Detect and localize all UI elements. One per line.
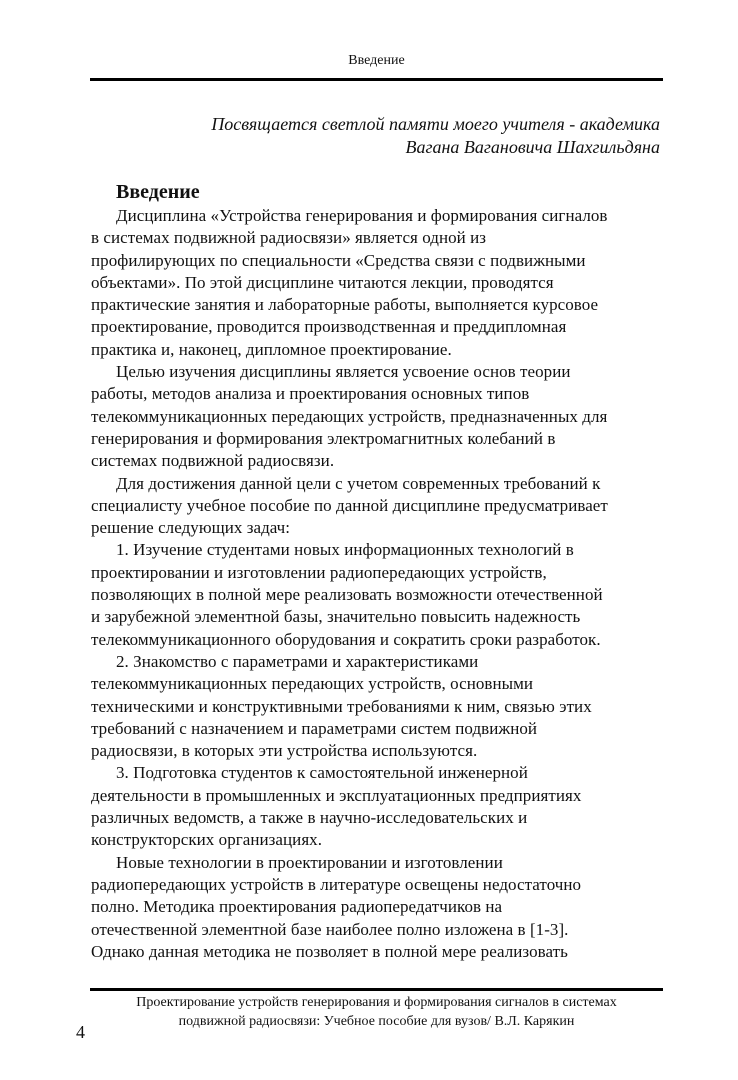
dedication-line-1: Посвящается светлой памяти моего учителя - академика — [211, 114, 660, 134]
list-item-2 — [91, 651, 664, 762]
footer-rule — [90, 988, 663, 991]
dedication — [211, 113, 660, 159]
text-line: Однако данная методика не позволяет в полной мере реализовать — [91, 941, 568, 961]
text-line: деятельности в промышленных и эксплуатационных предприятиях — [91, 785, 582, 805]
text-line: практика и, наконец, дипломное проектирование. — [91, 339, 452, 359]
text-line: системах подвижной радиосвязи. — [91, 451, 335, 471]
text-line: практические занятия и лабораторные работы, выполняется курсовое — [91, 295, 599, 315]
paragraph-4 — [91, 852, 664, 963]
text-line: профилирующих по специальности «Средства связи с подвижными — [91, 250, 586, 270]
text-line: отечественной элементной базе наиболее полно изложена в [1-3]. — [91, 919, 569, 939]
footer-line-2: подвижной радиосвязи: Учебное пособие для вузов/ В.Л. Карякин — [178, 1014, 575, 1029]
text-line: работы, методов анализа и проектирования основных типов — [91, 384, 530, 404]
text-line: проектировании и изготовлении радиопередающих устройств, — [91, 562, 547, 582]
text-line: телекоммуникационных передающих устройств, предназначенных для — [91, 406, 608, 426]
running-header: Введение — [348, 53, 405, 68]
paragraph-3 — [91, 473, 664, 540]
list-item-1 — [91, 539, 664, 650]
text-line: телекоммуникационных передающих устройств, основными — [91, 674, 534, 694]
text-line: в системах подвижной радиосвязи» является одной из — [91, 228, 487, 248]
text-line: и зарубежной элементной базы, значительно повысить надежность — [91, 607, 581, 627]
paragraph-1 — [91, 205, 664, 361]
footer-line-1: Проектирование устройств генерирования и формирования сигналов в системах — [136, 995, 617, 1010]
body-text — [91, 205, 664, 963]
text-line: различных ведомств, а также в научно-исследовательских и — [91, 808, 528, 828]
section-title: Введение — [116, 181, 200, 203]
text-line: проектирование, проводится производственная и преддипломная — [91, 317, 567, 337]
text-line: 1. Изучение студентами новых информационных технологий в — [116, 540, 574, 560]
footer — [90, 993, 663, 1031]
text-line: 3. Подготовка студентов к самостоятельной инженерной — [116, 763, 528, 783]
text-line: радиосвязи, в которых эти устройства используются. — [91, 741, 478, 761]
text-line: 2. Знакомство с параметрами и характеристиками — [116, 651, 479, 671]
text-line: телекоммуникационного оборудования и сократить сроки разработок. — [91, 629, 601, 649]
list-item-3 — [91, 762, 664, 851]
header-rule — [90, 78, 663, 81]
text-line: техническими и конструктивными требованиями к ним, связью этих — [91, 696, 592, 716]
text-line: генерирования и формирования электромагнитных колебаний в — [91, 428, 556, 448]
text-line: объектами». По этой дисциплине читаются лекции, проводятся — [91, 272, 554, 292]
text-line: полно. Методика проектирования радиопередатчиков на — [91, 897, 503, 917]
paragraph-2 — [91, 361, 664, 472]
text-line: конструкторских организациях. — [91, 830, 323, 850]
text-line: требований с назначением и параметрами систем подвижной — [91, 718, 538, 738]
text-line: специалисту учебное пособие по данной дисциплине предусматривает — [91, 495, 608, 515]
page-number: 4 — [76, 1022, 85, 1042]
text-line: позволяющих в полной мере реализовать возможности отечественной — [91, 585, 603, 605]
text-line: Дисциплина «Устройства генерирования и формирования сигналов — [116, 206, 608, 225]
text-line: Новые технологии в проектировании и изготовлении — [116, 852, 503, 872]
text-line: Целью изучения дисциплины является усвоение основ теории — [116, 362, 571, 382]
text-line: радиопередающих устройств в литературе освещены недостаточно — [91, 874, 582, 894]
text-line: решение следующих задач: — [91, 518, 291, 538]
text-line: Для достижения данной цели с учетом современных требований к — [116, 473, 601, 493]
dedication-line-2: Вагана Вагановича Шахгильдяна — [405, 137, 660, 157]
